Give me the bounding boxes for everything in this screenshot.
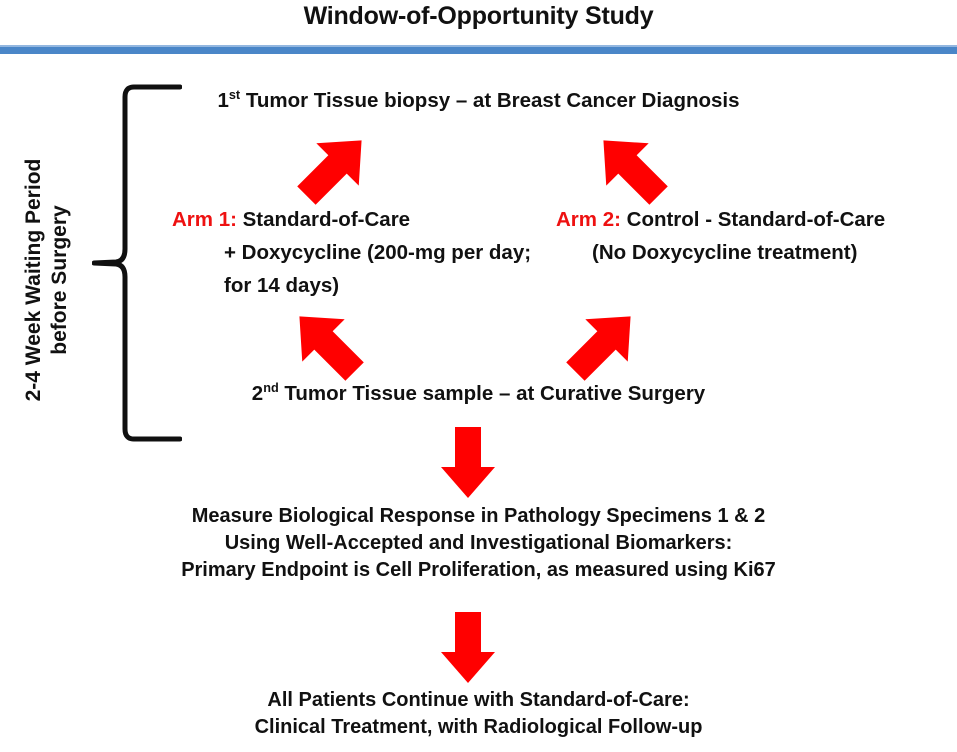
arm-1-treatment: Standard-of-Care xyxy=(236,208,411,231)
arm-2-block xyxy=(556,203,885,269)
measure-line3: Primary Endpoint is Cell Proliferation, as measured using Ki67 xyxy=(181,559,776,581)
page-title: Window-of-Opportunity Study xyxy=(303,2,654,30)
measure-line2: Using Well-Accepted and Investigational Biomarkers: xyxy=(224,532,733,554)
arm-2-line1 xyxy=(556,203,885,236)
arrow-to-arm1-icon xyxy=(288,127,380,209)
title-divider-rule xyxy=(0,45,957,54)
arrow-to-arm2-icon xyxy=(585,127,677,209)
biopsy-1-ordinal: 1 xyxy=(217,89,229,112)
measure-block xyxy=(0,503,957,584)
waiting-period-label-line2: before Surgery xyxy=(48,205,71,355)
sample-2-ordinal: 2 xyxy=(251,382,264,405)
followup-block xyxy=(0,687,957,741)
arm-2-treatment: Control - Standard-of-Care xyxy=(620,208,886,231)
biopsy-1-label: Tumor Tissue biopsy – at Breast Cancer Diagnosis xyxy=(240,89,740,112)
arm-2-line2: (No Doxycycline treatment) xyxy=(592,241,858,264)
biopsy-1-ordinal-suffix: st xyxy=(228,87,241,103)
measure-line1: Measure Biological Response in Pathology Specimens 1 & 2 xyxy=(191,505,766,527)
sample-2-ordinal-suffix: nd xyxy=(263,380,279,396)
waiting-period-label-line1: 2-4 Week Waiting Period xyxy=(22,158,45,402)
arrow-to-followup-icon xyxy=(440,612,496,684)
arm-1-line3: for 14 days) xyxy=(224,274,340,297)
sample-2-text xyxy=(0,379,957,409)
arrow-to-measure-icon xyxy=(440,427,496,499)
followup-line2: Clinical Treatment, with Radiological Follow-up xyxy=(254,716,703,738)
followup-line1: All Patients Continue with Standard-of-Care: xyxy=(267,689,690,711)
arm-1-block xyxy=(172,203,531,302)
arm-1-line1 xyxy=(172,203,531,236)
arrow-arm2-to-sample-icon xyxy=(557,303,649,385)
biopsy-1-text xyxy=(0,86,957,116)
arm-2-tag: Arm 2: xyxy=(556,208,621,231)
arm-1-line2: + Doxycycline (200-mg per day; xyxy=(224,241,532,264)
arrow-arm1-to-sample-icon xyxy=(281,303,373,385)
arm-1-tag: Arm 1: xyxy=(172,208,237,231)
sample-2-label: Tumor Tissue sample – at Curative Surgery xyxy=(278,382,706,405)
